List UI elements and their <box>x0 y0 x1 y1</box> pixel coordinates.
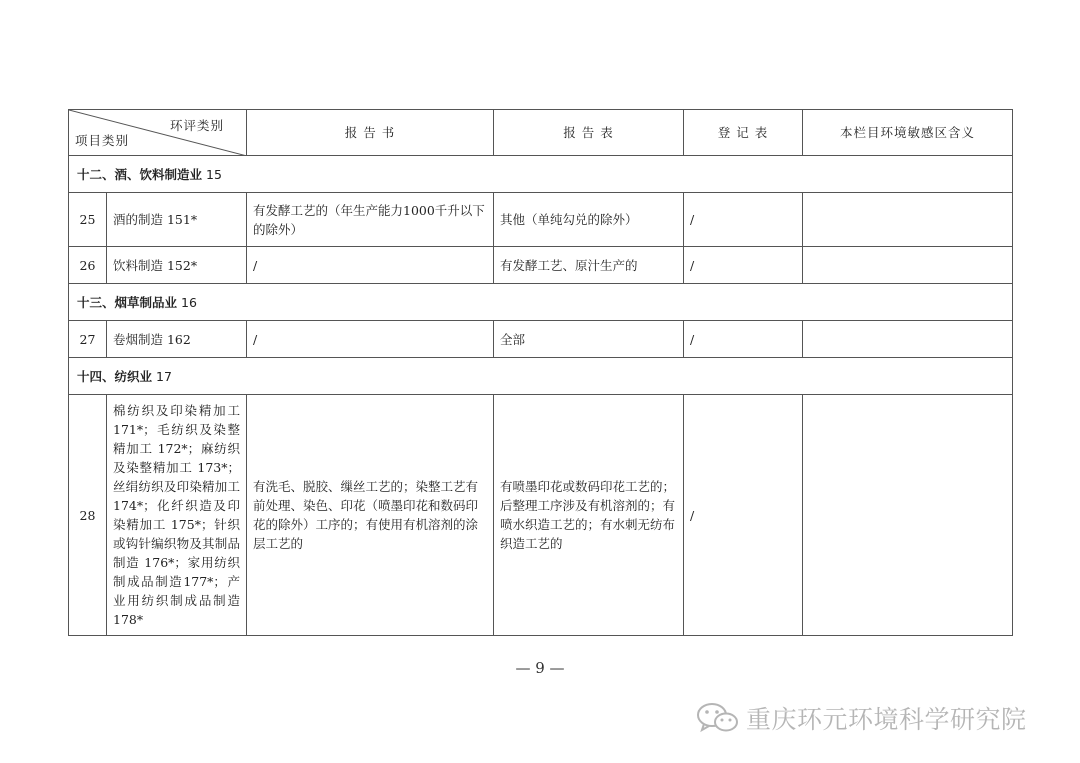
row-report: 有洗毛、脱胶、缫丝工艺的；染整工艺有前处理、染色、印花（喷墨印花和数码印花的除外）工序的；有使用有机溶剂的涂层工艺的 <box>247 395 494 636</box>
row-register: / <box>684 193 803 247</box>
table-row <box>69 247 1013 284</box>
row-number: 27 <box>69 321 107 358</box>
row-item: 饮料制造 152* <box>107 247 247 284</box>
section-row <box>69 156 1013 193</box>
row-sensitive <box>803 321 1013 358</box>
watermark <box>696 700 1027 736</box>
table-row <box>69 193 1013 247</box>
row-item: 卷烟制造 162 <box>107 321 247 358</box>
row-sensitive <box>803 395 1013 636</box>
section-title: 十四、纺织业 17 <box>69 358 1013 395</box>
header-report-form: 报 告 表 <box>494 110 684 156</box>
row-form: 其他（单纯勾兑的除外） <box>494 193 684 247</box>
table-row <box>69 321 1013 358</box>
classification-table <box>68 109 1013 636</box>
header-sensitive-area: 本栏目环境敏感区含义 <box>803 110 1013 156</box>
row-form: 有发酵工艺、原汁生产的 <box>494 247 684 284</box>
table-header-row <box>69 110 1013 156</box>
header-register-form: 登 记 表 <box>684 110 803 156</box>
table-row <box>69 395 1013 636</box>
row-register: / <box>684 247 803 284</box>
wechat-icon <box>696 701 740 735</box>
row-register: / <box>684 395 803 636</box>
diagonal-header-cell <box>69 110 247 156</box>
row-report: / <box>247 247 494 284</box>
row-report: / <box>247 321 494 358</box>
row-register: / <box>684 321 803 358</box>
row-number: 28 <box>69 395 107 636</box>
row-form: 全部 <box>494 321 684 358</box>
section-row <box>69 358 1013 395</box>
row-sensitive <box>803 193 1013 247</box>
page-number: — 9 — <box>515 659 565 677</box>
row-item: 酒的制造 151* <box>107 193 247 247</box>
header-report-book: 报 告 书 <box>247 110 494 156</box>
row-report: 有发酵工艺的（年生产能力1000千升以下的除外） <box>247 193 494 247</box>
header-project-category: 项目类别 <box>75 133 130 148</box>
section-title: 十三、烟草制品业 16 <box>69 284 1013 321</box>
row-form: 有喷墨印花或数码印花工艺的；后整理工序涉及有机溶剂的；有喷水织造工艺的；有水刺无纺布织造工艺的 <box>494 395 684 636</box>
row-item: 棉纺织及印染精加工171*；毛纺织及染整精加工 172*；麻纺织及染整精加工 173*；丝绢纺织及印染精加工 174*；化纤织造及印染精加工 175*；针织或钩针编织物及其制品制造 176*；家用纺织制成品制造177*；产业用纺织制成品制造 178* <box>107 395 247 636</box>
watermark-text: 重庆环元环境科学研究院 <box>746 705 1027 734</box>
row-number: 26 <box>69 247 107 284</box>
header-eia-category: 环评类别 <box>169 118 224 133</box>
row-sensitive <box>803 247 1013 284</box>
section-row <box>69 284 1013 321</box>
section-title: 十二、酒、饮料制造业 15 <box>69 156 1013 193</box>
row-number: 25 <box>69 193 107 247</box>
